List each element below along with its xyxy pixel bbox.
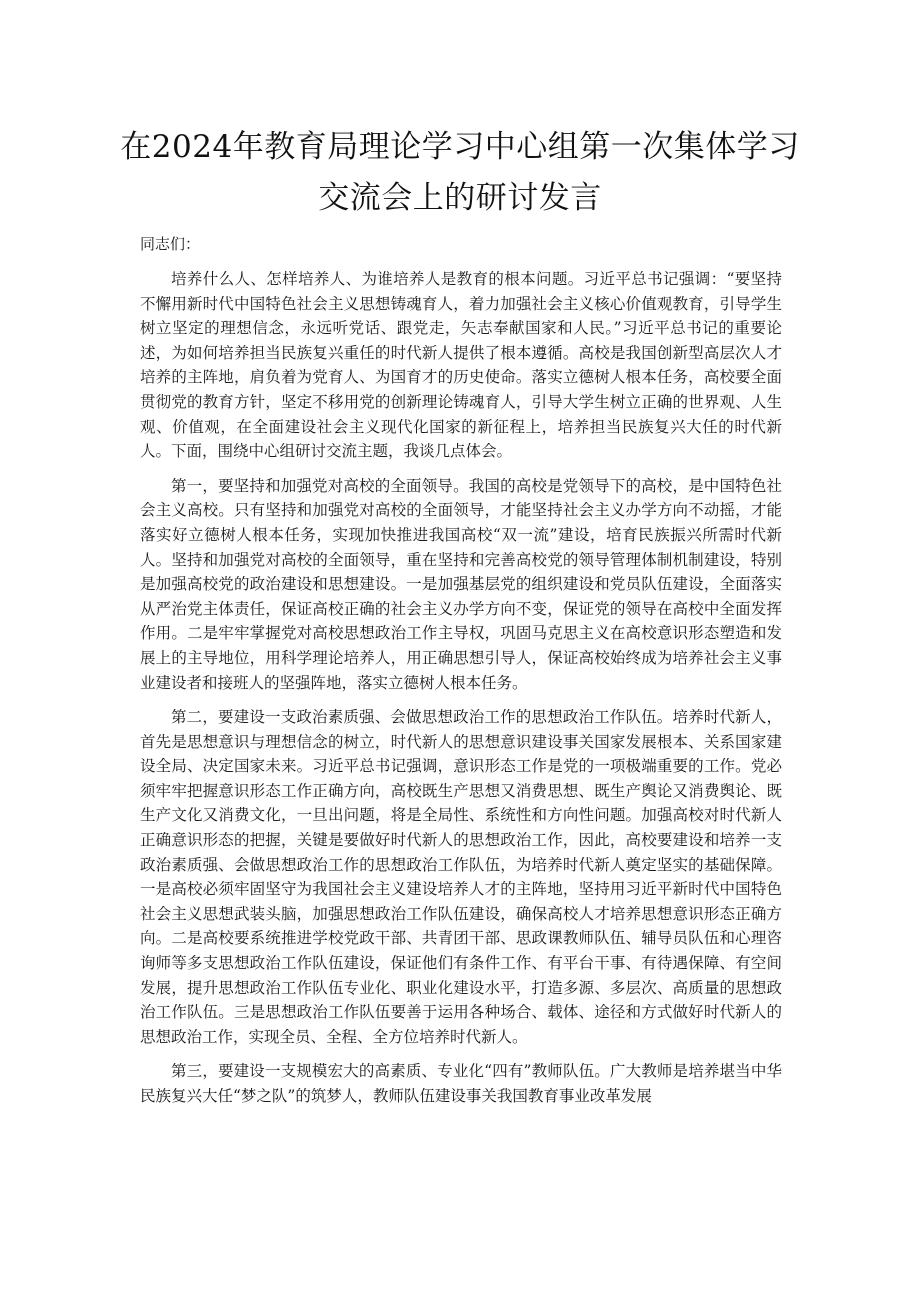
paragraph-intro: 培养什么人、怎样培养人、为谁培养人是教育的根本问题。习近平总书记强调：“要坚持不懈用新时代中国特色社会主义思想铸魂育人，着力加强社会主义核心价值观教育，引导学生树立坚定的理想信念，永远听党话、跟党走，矢志奉献国家和人民。”习近平总书记的重要论述，为如何培养担当民族复兴重任的时代新人提供了根本遵循。高校是我国创新型高层次人才培养的主阵地，肩负着为党育人、为国育才的历史使命。落实立德树人根本任务，高校要全面贯彻党的教育方针，坚定不移用党的创新理论铸魂育人，引导大学生树立正确的世界观、人生观、价值观，在全面建设社会主义现代化国家的新征程上，培养担当民族复兴大任的时代新人。下面，围绕中心组研讨交流主题，我谈几点体会。: [140, 270, 782, 461]
paragraph-first-point: 第一，要坚持和加强党对高校的全面领导。我国的高校是党领导下的高校，是中国特色社会主义高校。只有坚持和加强党对高校的全面领导，才能坚持社会主义办学方向不动摇，才能落实好立德树人根本任务，实现加快推进我国高校“双一流”建设，培育民族振兴所需时代新人。坚持和加强党对高校的全面领导，重在坚持和完善高校党的领导管理体制机制建设，特别是加强高校党的政治建设和思想建设。一是加强基层党的组织建设和党员队伍建设，全面落实从严治党主体责任，保证高校正确的社会主义办学方向不变，保证党的领导在高校中全面发挥作用。二是牢牢掌握党对高校思想政治工作主导权，巩固马克思主义在高校意识形态塑造和发展上的主导地位，用科学理论培养人，用正确思想引导人，保证高校始终成为培养社会主义事业建设者和接班人的坚强阵地，落实立德树人根本任务。: [140, 476, 782, 692]
document-body: [140, 267, 782, 1119]
salutation: 同志们：: [140, 235, 201, 253]
document-title: 在2024年教育局理论学习中心组第一次集体学习交流会上的研讨发言: [120, 129, 800, 216]
paragraph-second-point: 第二，要建设一支政治素质强、会做思想政治工作的思想政治工作队伍。培养时代新人，首先是思想意识与理想信念的树立，时代新人的思想意识建设事关国家发展根本、关系国家建设全局、决定国家未来。习近平总书记强调，意识形态工作是党的一项极端重要的工作。党必须牢牢把握意识形态工作正确方向，高校既生产思想又消费思想、既生产舆论又消费舆论、既生产文化又消费文化，一旦出问题，将是全局性、系统性和方向性问题。加强高校对时代新人正确意识形态的把握，关键是要做好时代新人的思想政治工作，因此，高校要建设和培养一支政治素质强、会做思想政治工作的思想政治工作队伍，为培养时代新人奠定坚实的基础保障。一是高校必须牢固坚守为我国社会主义建设培养人才的主阵地，坚持用习近平新时代中国特色社会主义思想武装头脑，加强思想政治工作队伍建设，确保高校人才培养思想意识形态正确方向。二是高校要系统推进学校党政干部、共青团干部、思政课教师队伍、辅导员队伍和心理咨询师等多支思想政治工作队伍建设，保证他们有条件工作、有平台干事、有待遇保障、有空间发展，提升思想政治工作队伍专业化、职业化建设水平，打造多源、多层次、高质量的思想政治工作队伍。三是思想政治工作队伍要善于运用各种场合、载体、途径和方式做好时代新人的思想政治工作，实现全员、全程、全方位培养时代新人。: [140, 708, 782, 1046]
paragraph-third-point: 第三，要建设一支规模宏大的高素质、专业化“四有”教师队伍。广大教师是培养堪当中华民族复兴大任“梦之队”的筑梦人，教师队伍建设事关我国教育事业改革发展: [140, 1062, 782, 1105]
